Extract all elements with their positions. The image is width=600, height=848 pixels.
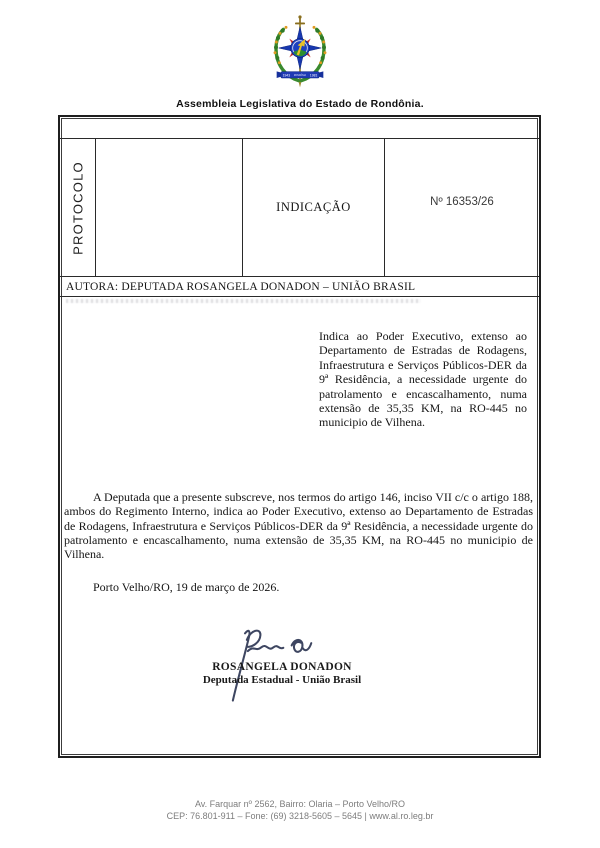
document-type-cell: INDICAÇÃO: [243, 139, 385, 276]
signature-block: [122, 661, 442, 686]
document-footer: [0, 799, 600, 822]
emblem-banner: [277, 71, 324, 78]
ementa-summary: Indica ao Poder Executivo, extenso ao Departamento de Estradas de Rodagens, Infraestrutura e Serviços Públicos-DER da 9ª Residência, a necessidade urgente do patrolamento e encascalhamento, numa extensão de 35,35 KM, na RO-445 no municipio de Vilhena.: [319, 329, 527, 430]
main-paragraph: A Deputada que a presente subscreve, nos termos do artigo 146, inciso VII c/c o artigo 188, ambos do Regimento Interno, indica ao Poder Executivo, extenso ao Departamento de Estradas de Rodagens, Infraestrutura e Serviços Públicos-DER da 9ª Residência, a necessidade urgente do patrolamento e encascalhamento, numa extensão de 35,35 KM, na RO-445 no municipio de Vilhena.: [64, 489, 533, 562]
signer-title: Deputada Estadual - União Brasil: [202, 673, 362, 686]
protocolo-cell: [60, 139, 96, 276]
emblem-center: [291, 39, 310, 58]
author-row: AUTORA: DEPUTADA ROSANGELA DONADON – UNIÃO BRASIL: [60, 277, 539, 297]
scan-artifact-strip: [66, 299, 421, 303]
protocol-table: [60, 117, 539, 297]
footer-address: Av. Farquar nº 2562, Bairro: Olaria – Porto Velho/RO: [194, 799, 406, 809]
banner-year-left: 1943: [282, 73, 291, 78]
footer-contact: CEP: 76.801-911 – Fone: (69) 3218-5605 – 5645 | www.al.ro.leg.br: [166, 810, 434, 821]
protocol-stamp-cell: [96, 139, 243, 276]
banner-year-right: 1981: [309, 73, 318, 78]
protocol-table-empty-strip: [60, 117, 539, 139]
document-number-cell: Nº 16353/26: [430, 195, 494, 208]
rondonia-coat-of-arms-logo: [268, 13, 332, 95]
protocol-table-main-row: [60, 139, 539, 277]
document-frame: [58, 115, 541, 758]
date-line: Porto Velho/RO, 19 de março de 2026.: [93, 579, 280, 594]
banner-center-text: RONDÔNIA: [293, 75, 307, 78]
document-header: [0, 0, 600, 110]
assembly-title: Assembleia Legislativa do Estado de Rondônia.: [176, 98, 424, 110]
signer-name: ROSANGELA DONADON: [212, 660, 352, 673]
protocolo-label: PROTOCOLO: [70, 160, 85, 255]
sword-hilt-icon: [295, 15, 305, 24]
